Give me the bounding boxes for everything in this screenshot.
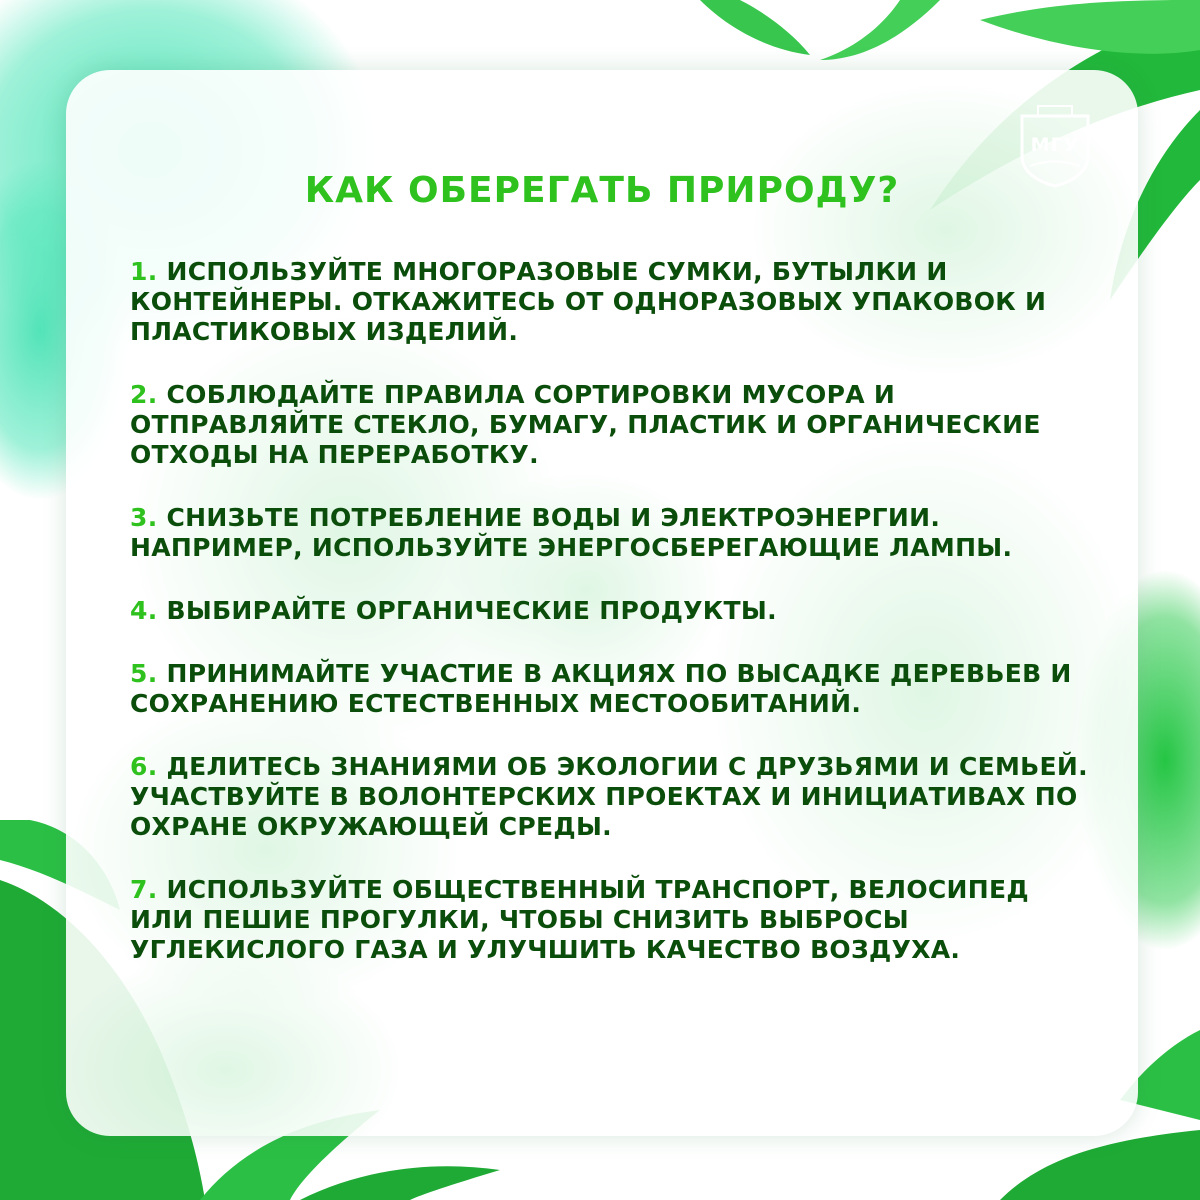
tip-text: ИСПОЛЬЗУЙТЕ МНОГОРАЗОВЫЕ СУМКИ, БУТЫЛКИ И КОНТЕЙНЕРЫ. ОТКАЖИТЕСЬ ОТ ОДНОРАЗОВЫХ УПАКОВОК И ПЛАСТИКОВЫХ ИЗДЕЛИЙ. — [130, 257, 1047, 346]
tip-number: 6. — [130, 752, 158, 781]
page-title: КАК ОБЕРЕГАТЬ ПРИРОДУ? — [304, 170, 900, 211]
list-item — [130, 380, 1090, 470]
info-card — [66, 70, 1138, 1136]
list-item — [130, 659, 1090, 719]
tip-number: 1. — [130, 257, 158, 286]
tip-number: 5. — [130, 659, 158, 688]
tip-number: 7. — [130, 875, 158, 904]
tip-text: ПРИНИМАЙТЕ УЧАСТИЕ В АКЦИЯХ ПО ВЫСАДКЕ ДЕРЕВЬЕВ И СОХРАНЕНИЮ ЕСТЕСТВЕННЫХ МЕСТООБИТАНИЙ. — [130, 659, 1072, 718]
list-item — [130, 752, 1090, 842]
tip-text: ВЫБИРАЙТЕ ОРГАНИЧЕСКИЕ ПРОДУКТЫ. — [166, 596, 777, 625]
list-item — [130, 503, 1090, 563]
tip-text: ИСПОЛЬЗУЙТЕ ОБЩЕСТВЕННЫЙ ТРАНСПОРТ, ВЕЛОСИПЕД ИЛИ ПЕШИЕ ПРОГУЛКИ, ЧТОБЫ СНИЗИТЬ ВЫБРОСЫ УГЛЕКИСЛОГО ГАЗА И УЛУЧШИТЬ КАЧЕСТВО ВОЗДУХА. — [130, 875, 1029, 964]
tip-text: ДЕЛИТЕСЬ ЗНАНИЯМИ ОБ ЭКОЛОГИИ С ДРУЗЬЯМИ И СЕМЬЕЙ. УЧАСТВУЙТЕ В ВОЛОНТЕРСКИХ ПРОЕКТАХ И ИНИЦИАТИВАХ ПО ОХРАНЕ ОКРУЖАЮЩЕЙ СРЕДЫ. — [130, 752, 1088, 841]
tip-number: 2. — [130, 380, 158, 409]
tip-number: 3. — [130, 503, 158, 532]
list-item — [130, 257, 1090, 347]
tips-list — [130, 257, 1090, 998]
tip-number: 4. — [130, 596, 158, 625]
logo-text: МГУ — [1030, 134, 1080, 156]
tip-text: СНИЗЬТЕ ПОТРЕБЛЕНИЕ ВОДЫ И ЭЛЕКТРОЭНЕРГИИ. НАПРИМЕР, ИСПОЛЬЗУЙТЕ ЭНЕРГОСБЕРЕГАЮЩИЕ ЛАМПЫ. — [130, 503, 1013, 562]
tip-text: СОБЛЮДАЙТЕ ПРАВИЛА СОРТИРОВКИ МУСОРА И ОТПРАВЛЯЙТЕ СТЕКЛО, БУМАГУ, ПЛАСТИК И ОРГАНИЧЕСКИЕ ОТХОДЫ НА ПЕРЕРАБОТКУ. — [130, 380, 1041, 469]
list-item — [130, 875, 1090, 965]
list-item — [130, 596, 1090, 626]
